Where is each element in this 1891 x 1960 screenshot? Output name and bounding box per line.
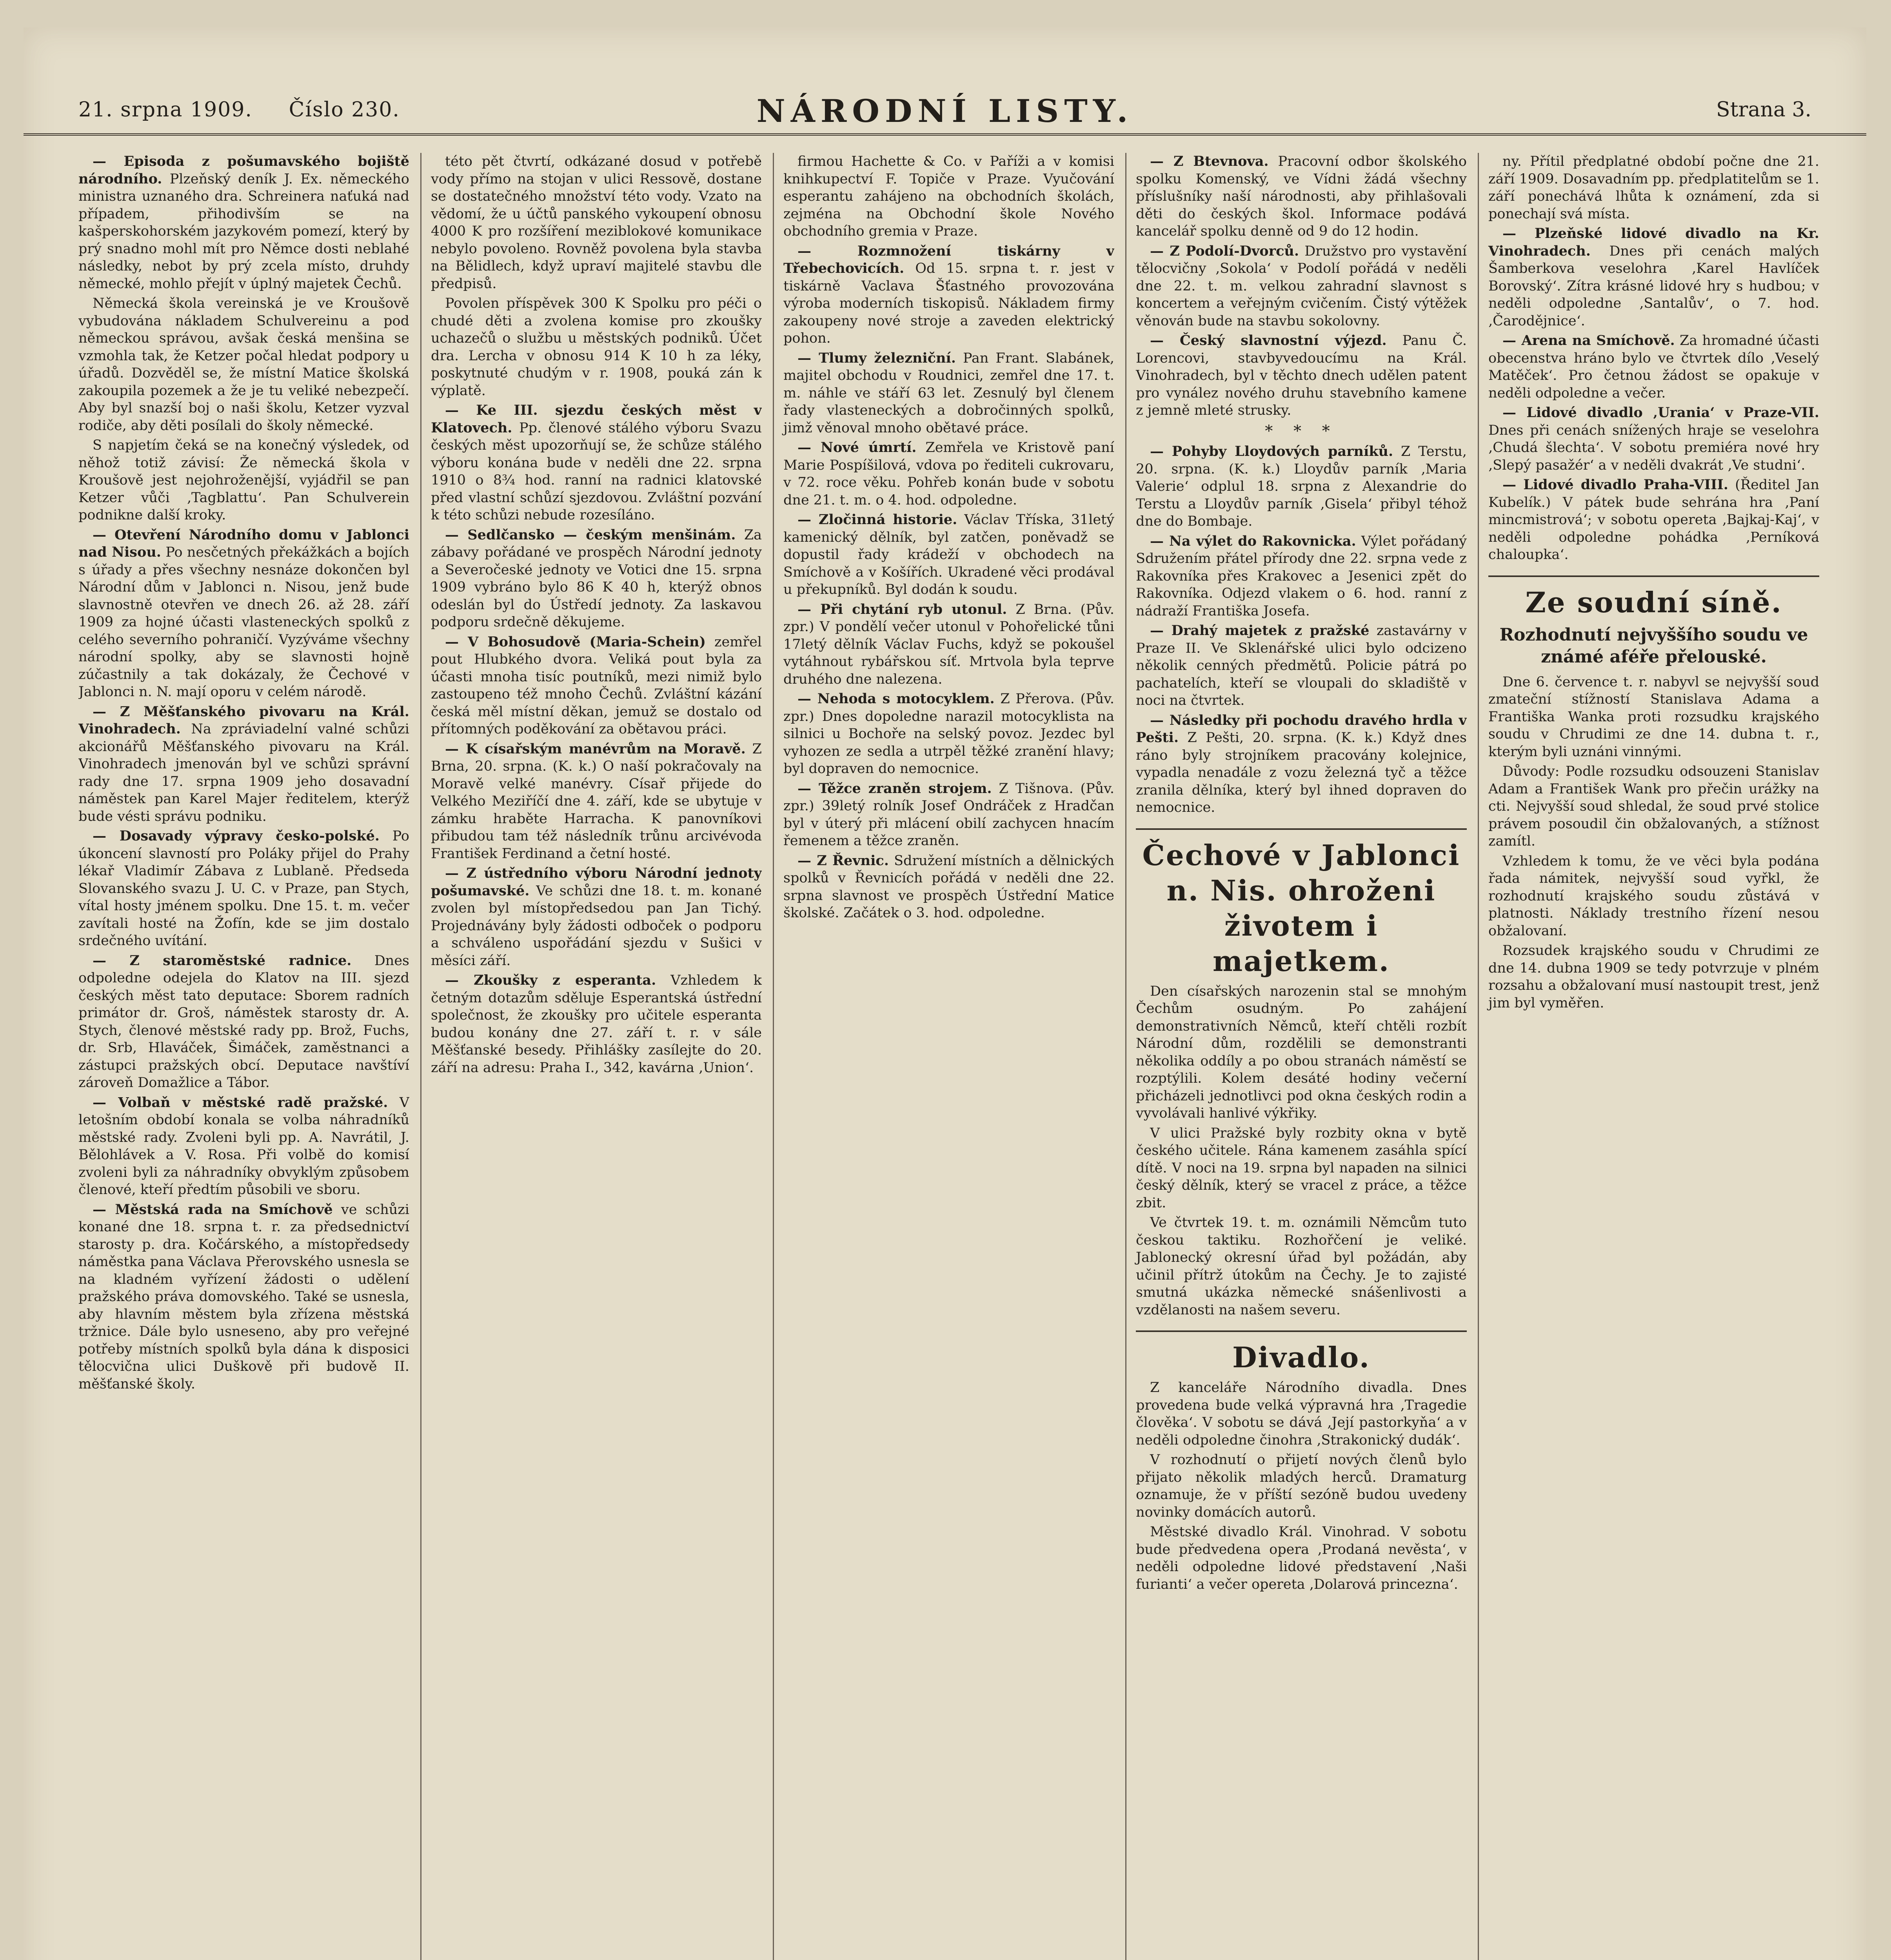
news-text: Vzhledem k četným dotazům sděluje Esperantská ústřední společnost, že zkoušky pro učitele esperanta budou konány dne 27. září t. r. v sále Měšťanské besedy. Přihlášky zasílejte do 20. září na adresu: Praha I., 342, kavárna ‚Union‘.	[431, 973, 762, 1076]
news-item	[783, 439, 1114, 509]
issue-number: Číslo 230.	[289, 98, 400, 122]
article-paragraph: Rozsudek krajského soudu v Chrudimi ze dne 14. dubna 1909 se tedy potvrzuje v plném rozsahu a obžalovaní musí nastoupit trest, jenž jim byl vyměřen.	[1488, 943, 1819, 1011]
news-headline: — K císařským manévrům na Moravě.	[445, 740, 746, 757]
news-item	[431, 402, 762, 524]
news-item	[1136, 712, 1467, 817]
feature-headline: Čechové v Jablonci n. Nis. ohroženi životem i majetkem.	[1136, 828, 1467, 979]
article-paragraph: Důvody: Podle rozsudku odsouzeni Stanislav Adam a František Wank pro přečin urážky na cti. Nejvyšší soud shledal, že soud prvé stolice právem posoudil čin obžalovaných, a stížnost zamítl.	[1488, 764, 1819, 849]
news-item	[1136, 622, 1467, 710]
news-text: Výlet pořádaný Sdružením přátel přírody dne 22. srpna vede z Rakovníka přes Krakovec a Jesenici zpět do Rakovníka. Odjezd vlakem o 6. hod. ranní z nádraží Františka Josefa.	[1136, 533, 1467, 619]
article-columns	[78, 153, 1819, 1960]
news-headline: — Na výlet do Rakovnicka.	[1150, 533, 1356, 549]
news-text: firmou Hachette & Co. v Paříži a v komisi knihkupectví F. Topiče v Praze. Vyučování esperantu zahájeno na obchodních školách, zejména na Obchodní škole Nového obchodního gremia v Praze.	[783, 154, 1114, 239]
news-headline: — Dosavady výpravy česko-polské.	[93, 828, 380, 844]
article-paragraph: Dne 6. července t. r. nabyvl se nejvyšší soud zmateční stížností Stanislava Adama a Františka Wanka proti rozsudku krajského soudu v Chrudimi ze dne 14. dubna t. r., kterým byli uznáni vinnými.	[1488, 674, 1819, 760]
news-item	[783, 852, 1114, 922]
news-text: Po úkoncení slavností pro Poláky přijel do Prahy lékař Vladimír Zábava z Lublaně. Předseda Slovanského svazu J. U. C. v Praze, pan Stych, vítal hosty jménem spolku. Dne 15. t. m. večer zavítali hosté na Žofín, kde se jim dostalo srdečného uvítání.	[78, 828, 409, 949]
news-text: této pět čtvrtí, odkázané dosud v potřebě vody přímo na stojan v ulici Ressově, dostane se dostatečného množství této vody. Vzato na vědomí, že u účtů panského vykoupení obnosu 4000 K pro rozšíření meziblokové komunikace nebylo povoleno. Rovněž povolena byla stavba na Bělidlech, když upraví majitelé stavbu dle předpisů.	[431, 154, 762, 292]
news-item	[783, 153, 1114, 240]
news-headline: — V Bohosudově (Maria-Schein)	[445, 633, 706, 650]
news-text: Za zábavy pořádané ve prospěch Národní jednoty a Severočeské jednoty ve Votici dne 15. srpna 1909 vybráno bylo 86 K 40 h, kterýž obnos odeslán byl do Ústředí jednoty. Za laskavou podporu srdečně děkujeme.	[431, 527, 762, 630]
news-text: Z Terstu, 20. srpna. (K. k.) Lloydův parník ‚Maria Valerie‘ odplul 18. srpna z Alexandrie do Terstu a Lloydův parník ‚Gisela‘ přibyl téhož dne do Bombaje.	[1136, 444, 1467, 529]
news-headline: — Sedlčansko — českým menšinám.	[445, 526, 736, 543]
news-text: Od 15. srpna t. r. jest v tiskárně Vaclava Šťastného provozována výroba moderních tiskopisů. Nákladem firmy zakoupeny nové stroje a zaveden elektrický pohon.	[783, 261, 1114, 346]
news-headline: — Z Podolí-Dvorců.	[1150, 243, 1299, 259]
news-headline: — Z staroměstské radnice.	[93, 952, 352, 969]
news-text: Pan Frant. Slabánek, majitel obchodu v Roudnici, zemřel dne 17. t. m. náhle ve stáří 63 let. Zesnulý byl členem řady vlasteneckých a dobročinných spolků, jimž věnoval mnoho obětavé práce.	[783, 350, 1114, 436]
news-item	[1136, 332, 1467, 419]
news-item	[1488, 332, 1819, 402]
news-text: ny. Přítil předplatné období počne dne 21. září 1909. Dosavadním pp. předplatitelům se 1. září ponechává lhůta k oznámení, zda si ponechají svá místa.	[1488, 154, 1819, 222]
article-paragraph: Městské divadlo Král. Vinohrad. V sobotu bude předvedena opera ‚Prodaná nevěsta‘, v neděli odpoledne lidové představení ‚Naši furianti‘ a večer opereta ‚Dolarová princezna‘.	[1136, 1524, 1467, 1592]
column-4	[1125, 153, 1467, 1960]
news-headline: — Episoda z pošumavského bojiště národního.	[78, 153, 409, 187]
news-item	[431, 865, 762, 969]
news-text: Z Tišnova. (Pův. zpr.) 39letý rolník Josef Ondráček z Hradčan byl v úterý při mlácení obilí zachycen hnacím řemenem a těžce zraněn.	[783, 780, 1114, 849]
article-paragraph: Z kanceláře Národního divadla. Dnes provedena bude velká výpravná hra ‚Tragedie člověka‘. V sobotu se dává ‚Její pastorkyňa‘ a v neděli odpoledne činohra ‚Strakonický dudák‘.	[1136, 1380, 1467, 1448]
news-headline: — Následky při pochodu dravého hrdla v Pešti.	[1136, 712, 1467, 746]
news-item	[783, 601, 1114, 688]
news-text: Z Přerova. (Pův. zpr.) Dnes dopoledne narazil motocyklista na silnici u Bochoře na selský povoz. Jezdec byl vyhozen ze sedla a utrpěl těžké zranění hlavy; byl dopraven do nemocnice.	[783, 691, 1114, 777]
article-paragraph: Vzhledem k tomu, že ve věci byla podána řada námitek, nejvyšší soud vyřkl, že rozhodnutí krajského soudu zůstává v platnosti. Náklady trestního řízení nesou obžalovaní.	[1488, 853, 1819, 939]
news-text: ve schůzi konané dne 18. srpna t. r. za předsednictví starosty p. dra. Kočárského, a místopředsedy náměstka pana Václava Přerovského usnesla se na kladném vyřízení žádosti o udělení pražského práva domovského. Také se usnesla, aby hlavním městem byla zřízena městská tržnice. Dále bylo usneseno, aby pro veřejné potřeby místních spolků byla dána k disposici tělocvična ulici Duškově při budově II. měšťanské školy.	[78, 1201, 409, 1392]
news-item	[78, 828, 409, 950]
news-headline: — Lidové divadlo ‚Urania‘ v Praze-VII.	[1502, 405, 1819, 421]
news-headline: — Otevření Národního domu v Jablonci nad Nisou.	[78, 526, 409, 560]
news-headline: — Těžce zraněn strojem.	[797, 780, 992, 797]
news-headline: — Pohyby Lloydových parníků.	[1150, 443, 1393, 459]
newspaper-title: NÁRODNÍ LISTY.	[756, 93, 1134, 129]
news-item	[431, 153, 762, 292]
news-item	[78, 1201, 409, 1393]
news-text: Na zpráviadelní valné schůzi akcionářů Měšťanského pivovaru na Král. Vinohradech jmenován byl ve schůzi správní rady dne 17. srpna 1909 jeho dosavadní náměstek pan Karel Majer ředitelem, kterýž bude vésti správu podniku.	[78, 721, 409, 824]
news-item	[431, 295, 762, 399]
news-text: V letošním období konala se volba náhradníků městské rady. Zvoleni byli pp. A. Navrátil, J. Bělohlávek a V. Rosa. Při volbě do komisí zvoleni byli za náhradníky obvyklým způsobem členové, kteří předtím působili ve sboru.	[78, 1094, 409, 1198]
theatre-section-title: Divadlo.	[1136, 1330, 1467, 1375]
masthead	[24, 86, 1866, 136]
news-item	[78, 952, 409, 1092]
news-item	[1488, 404, 1819, 474]
news-headline: — Volbaň v městské radě pražské.	[93, 1094, 388, 1111]
news-item	[1136, 243, 1467, 330]
news-text: Z Brna, 20. srpna. (K. k.) O naší pokračovaly na Moravě velké manévry. Císař přijede do Velkého Meziříčí dne 4. září, kde se ubytuje v zámku hraběte Harracha. K panovníkovi přibudou tam též následník trůnu arcivévoda František Ferdinand a četní hosté.	[431, 741, 762, 862]
news-headline: — Zločinná historie.	[797, 512, 957, 528]
news-item	[78, 526, 409, 701]
news-text: Pracovní odbor školského spolku Komenský, ve Vídni žádá všechny příslušníky naší národnosti, aby přihlašovali děti do českých škol. Informace podává kancelář spolku denně od 9 do 12 hodin.	[1136, 154, 1467, 239]
issue-date: 21. srpna 1909.	[78, 98, 252, 122]
news-headline: — Zkoušky z esperanta.	[445, 972, 656, 988]
page-number: Strana 3.	[1716, 98, 1811, 122]
article-paragraph: V ulici Pražské byly rozbity okna v bytě českého učitele. Rána kamenem zasáhla spící dítě. V noci na 19. srpna byl napaden na silnici český dělník, který se vracel z práce, a těžce zbit.	[1136, 1125, 1467, 1211]
article-paragraph: V rozhodnutí o přijetí nových členů bylo přijato několik mladých herců. Dramaturg oznamuje, že v příští sezóně budou uvedeny novinky domácích autorů.	[1136, 1452, 1467, 1520]
news-item	[78, 703, 409, 826]
news-item	[783, 511, 1114, 599]
news-text: S napjetím čeká se na konečný výsledek, od něhož totiž závisí: Že německá škola v Kroušově jest nejohroženější, vyjádřil se pan Ketzer vůči ‚Tagblattu‘. Pan Schulverein podnikne další kroky.	[78, 437, 409, 523]
news-headline: — Arena na Smíchově.	[1502, 332, 1675, 348]
news-item	[431, 972, 762, 1076]
news-text: zemřel pout Hlubkého dvora. Veliká pout byla za účasti mnoha tisíc poutníků, mezi nimiž bylo zastoupeno též mnoho Čechů. Zvláštní kázání česká měl místní děkan, jemuž se dostalo od přítomných poděkování za obětavou práci.	[431, 634, 762, 737]
column-1	[78, 153, 409, 1960]
news-item	[78, 1094, 409, 1199]
news-headline: — Ke III. sjezdu českých měst v Klatovech.	[431, 402, 762, 436]
news-text: Ve schůzi dne 18. t. m. konané zvolen byl místopředsedou pan Jan Tichý. Projednávány byly žádosti odboček o podporu a schváleno uspořádání sjezdu v Sušici v měsíci září.	[431, 883, 762, 969]
news-item	[1488, 476, 1819, 564]
court-section-title: Ze soudní síně.	[1488, 575, 1819, 620]
column-3	[773, 153, 1114, 1960]
news-headline: — Při chytání ryb utonul.	[797, 601, 1007, 617]
news-item	[1136, 153, 1467, 240]
news-text: Dnes odpoledne odejela do Klatov na III. sjezd českých měst tato deputace: Sborem radních primátor dr. Groš, náměstek starosty dr. A. Stych, členové městské rady pp. Brož, Fuchs, dr. Srb, Hlaváček, Šimáček, zaměstnanci a zástupci pražských obcí. Deputace navštíví zároveň Domažlice a Tábor.	[78, 953, 409, 1091]
news-headline: — Nové úmrtí.	[797, 439, 917, 456]
article-paragraph: Den císařských narozenin stal se mnohým Čechům osudným. Po zahájení demonstrativních Němců, kteří chtěli rozbít Národní dům, rozdělili se demonstranti několika oddíly a po obou stranách náměstí se rozptýlili. Kolem desáté hodiny večerní přicházeli jednotlivci pod okna českých rodin a vyvolávali hanlivé výkřiky.	[1136, 983, 1467, 1121]
news-text: Po nesčetných překážkách a bojích s úřady a přes všechny nesnáze dokončen byl Národní dům v Jablonci n. Nisou, jenž bude slavnostně otevřen ve dnech 26. až 28. září 1909 za hojné účasti vlasteneckých spolků z celého severního pohraničí. Vyzýváme všechny národní spolky, aby se slavnosti hojně zúčastnily a tak dokázaly, že Čechové v Jablonci n. N. mají oporu v celém národě.	[78, 544, 409, 700]
news-text: Německá škola vereinská je ve Kroušově vybudována nákladem Schulvereinu a pod německou správou, avšak česká menšina se vzmohla tak, že Ketzer počal hledat podpory u úřadů. Dozvěděl se, že místní Matice školská zakoupila pozemek a že je tu veliké nebezpečí. Aby byl snazší boj o naši školu, Ketzer vyzval rodiče, aby děti posílali do školy německé.	[78, 296, 409, 434]
news-item	[78, 437, 409, 524]
news-headline: — Tlumy železniční.	[797, 350, 956, 366]
news-item	[431, 633, 762, 738]
news-headline: — Plzeňské lidové divadlo na Kr. Vinohradech.	[1488, 225, 1819, 259]
news-item	[1488, 225, 1819, 330]
news-headline: — Nehoda s motocyklem.	[797, 691, 995, 707]
news-headline: — Z Btevnova.	[1150, 153, 1269, 169]
news-item	[1488, 153, 1819, 223]
news-text: Pp. členové stálého výboru Svazu českých měst upozorňují se, že schůze stálého výboru konána bude v neděli dne 22. srpna 1910 o 8¾ hod. ranní na radnici klatovské před vlastní schůzí sjezdovou. Zvláštní pozvání k této schůzi nebude rozesíláno.	[431, 420, 762, 523]
news-text: Povolen příspěvek 300 K Spolku pro péči o chudé děti a zvolena komise pro zkoušky uchazečů o službu u městských podniků. Účet dra. Lercha v obnosu 914 K 10 h za léky, poskytnuté chudým v r. 1908, pouká zán k výplatě.	[431, 296, 762, 399]
news-item	[78, 153, 409, 292]
news-text: Z Pešti, 20. srpna. (K. k.) Když dnes ráno byly strojníkem pracovány kolejnice, vypadla nenadále z vozu železná tyč a těžce zranila dělníka, který byl ihned dopraven do nemocnice.	[1136, 730, 1467, 815]
news-text: Dnes při cenách malých Šamberkova veselohra ‚Karel Havlíček Borovský‘. Zítra krásné lidové hry s hudbou; v neděli odpoledne ‚Santalův‘, o 7. hod. ‚Čarodějnice‘.	[1488, 243, 1819, 329]
news-item	[78, 295, 409, 434]
column-2	[420, 153, 762, 1960]
court-section-subtitle: Rozhodnutí nejvyššího soudu ve známé aféře přelouské.	[1499, 624, 1808, 667]
news-headline: — Lidové divadlo Praha-VIII.	[1502, 477, 1728, 493]
news-text: Václav Tříska, 31letý kamenický dělník, byl zatčen, poněvadž se dopustil řady krádeží v obchodech na Smíchově a v Košířích. Ukradené věci prodával u překupníků. Byl dodán k soudu.	[783, 512, 1114, 597]
news-text: Dnes při cenách snížených hraje se veselohra ‚Chudá šlechta‘. V sobotu premiéra nové hry ‚Slepý pasažér‘ a v neděli dvakrát ‚Ve studni‘.	[1488, 422, 1819, 473]
news-item	[783, 243, 1114, 347]
news-text: Za hromadné účasti obecenstva hráno bylo ve čtvrtek dílo ‚Veselý Matěček‘. Pro četnou žádost se opakuje v neděli odpoledne a večer.	[1488, 333, 1819, 401]
news-item	[1136, 533, 1467, 620]
news-text: (Ředitel Jan Kubelík.) V pátek bude sehrána hra ‚Paní mincmistrová‘; v sobotu opereta ‚Bajkaj-Kaj‘, v neděli odpoledne pohádka ‚Perníková chaloupka‘.	[1488, 477, 1819, 563]
news-headline: — Z ústředního výboru Národní jednoty pošumavské.	[431, 865, 762, 899]
news-headline: — Z Měšťanského pivovaru na Král. Vinohradech.	[78, 703, 409, 737]
news-text: Sdružení místních a dělnických spolků v Řevnicích pořádá v neděli dne 22. srpna slavnost ve prospěch Ústřední Matice školské. Začátek o 3. hod. odpoledne.	[783, 853, 1114, 921]
news-text: Družstvo pro vystavění tělocvičny ‚Sokola‘ v Podolí pořádá v neděli dne 22. t. m. velkou zahradní slavnost s koncertem a veřejným cvičením. Čistý výtěžek věnován bude na stavbu sokolovny.	[1136, 243, 1467, 329]
news-headline: — Z Řevnic.	[797, 852, 889, 869]
news-text: Zemřela ve Kristově paní Marie Pospíšilová, vdova po řediteli cukrovaru, v 72. roce věku. Pohřeb konán bude v sobotu dne 21. t. m. o 4. hod. odpoledne.	[783, 440, 1114, 508]
news-item	[783, 780, 1114, 850]
news-item	[431, 740, 762, 863]
separator-stars: * * *	[1265, 422, 1338, 440]
news-item	[431, 526, 762, 631]
news-text: Plzeňský deník J. Ex. německého ministra uznaného dra. Schreinera naťuká nad případem, přihodivším se na kašperskohorském jazykovém pomezí, který by prý snadno mohl mít pro Němce dosti neblahé následky, nebot by prý zcela místo, druhdy německé, mohlo přejít v úplný majetek Čechů.	[78, 171, 409, 292]
newspaper-page	[24, 27, 1866, 1960]
news-text: Panu Č. Lorencovi, stavbyvedoucímu na Král. Vinohradech, byl v těchto dnech udělen patent pro vynález nového druhu stavebního kamene z jemně mleté strusky.	[1136, 333, 1467, 418]
article-paragraph: Ve čtvrtek 19. t. m. oznámili Němcům tuto českou taktiku. Rozhořčení je veliké. Jablonecký okresní úřad byl požádán, aby učinil přítrž útokům na Čechy. Je to zajisté smutná ukázka německé snášenlivosti a vzdělanosti na našem severu.	[1136, 1215, 1467, 1318]
news-headline: — Rozmnožení tiskárny v Třebechovicích.	[783, 243, 1114, 276]
news-headline: — Drahý majetek z pražské	[1150, 622, 1370, 639]
news-item	[783, 690, 1114, 778]
news-text: zastavárny v Praze II. Ve Sklenářské ulici bylo odcizeno několik cenných předmětů. Policie pátrá po pachatelích, kteří se vloupali do skladiště v noci na čtvrtek.	[1136, 623, 1467, 708]
news-headline: — Městská rada na Smíchově	[93, 1201, 333, 1218]
news-headline: — Český slavnostní výjezd.	[1150, 332, 1387, 348]
news-item	[783, 350, 1114, 437]
news-text: Z Brna. (Pův. zpr.) V pondělí večer utonul v Pohořelické tůni 17letý dělník Václav Fuchs, když se pokoušel vytáhnout rybářskou síť. Mrtvola byla teprve druhého dne nalezena.	[783, 601, 1114, 687]
column-5	[1478, 153, 1819, 1960]
news-item	[1136, 443, 1467, 530]
